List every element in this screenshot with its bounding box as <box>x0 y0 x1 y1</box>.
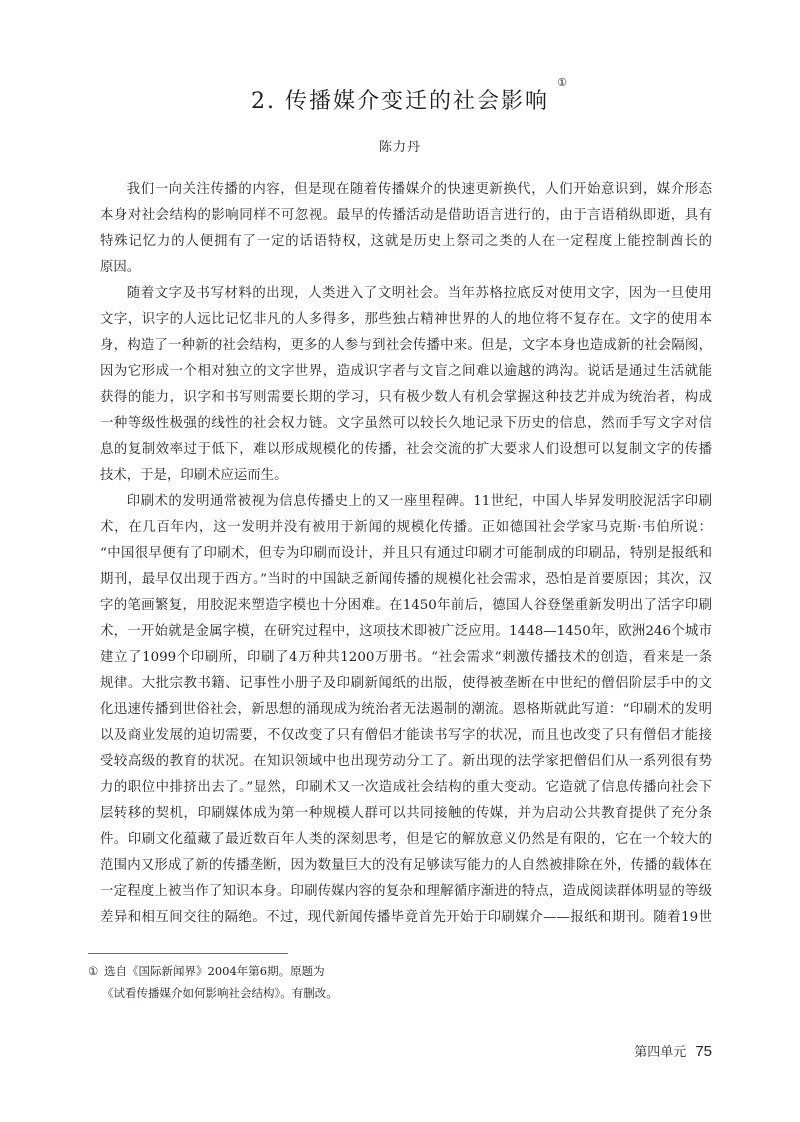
paragraph <box>100 177 712 281</box>
footnote-line <box>88 960 488 982</box>
title-block <box>0 76 800 118</box>
text-line: 文字，识字的人远比记忆非凡的人多得多，那些独占精神世界的人的地位将不复存在。文字的使用本 <box>100 312 712 327</box>
footnote <box>88 960 488 1004</box>
text-line: 术，在几百年内，这一发明并没有被用于新闻的规模化传播。正如德国社会学家马克斯·韦伯所说： <box>100 520 712 535</box>
text-line: 随着文字及书写材料的出现，人类进入了文明社会。当年苏格拉底反对使用文字，因为一旦使用 <box>126 286 712 301</box>
text-line: 一定程度上被当作了知识本身。印刷传媒内容的复杂和理解循序渐进的特点，造成阅读群体明显的等级 <box>100 884 712 899</box>
text-line: 我们一向关注传播的内容，但是现在随着传播媒介的快速更新换代，人们开始意识到，媒介形态 <box>126 182 712 197</box>
page-number: 75 <box>695 1043 712 1060</box>
text-line: 件。印刷文化蕴藏了最近数百年人类的深刻思考，但是它的解放意义仍然是有限的，它在一个较大的 <box>100 832 712 847</box>
text-line: 术，一开始就是金属字模，在研究过程中，这项技术即被广泛应用。1448—1450年，欧洲246个城市 <box>100 624 712 639</box>
text-line: 获得的能力，识字和书写则需要长期的学习，只有极少数人有机会掌握这种技艺并成为统治者，构成 <box>100 390 712 405</box>
text-line: 差异和相互间交往的隔绝。不过，现代新闻传播毕竟首先开始于印刷媒介——报纸和期刊。随着19世 <box>100 910 712 925</box>
author-name: 陈力丹 <box>378 140 421 155</box>
text-line: 因为它形成一个相对独立的文字世界，造成识字者与文盲之间难以逾越的鸿沟。说话是通过生活就能 <box>100 364 712 379</box>
article-body <box>100 177 712 931</box>
text-line: 力的职位中排挤出去了。”显然，印刷术又一次造成社会结构的重大变动。它造就了信息传播向社会下 <box>100 780 712 795</box>
footnote-line: 《试看传播媒介如何影响社会结构》。有删改。 <box>102 986 338 1000</box>
text-line: 特殊记忆力的人便拥有了一定的话语特权，这就是历史上祭司之类的人在一定程度上能控制酋长的 <box>100 234 712 249</box>
text-line: 一种等级性极强的线性的社会权力链。文字虽然可以较长久地记录下历史的信息，然而手写文字对信 <box>100 416 712 431</box>
paragraph <box>100 489 712 931</box>
text-line: 受较高级的教育的状况。在知识领域中也出现劳动分工了。新出现的法学家把僧侣们从一系列很有势 <box>100 754 712 769</box>
unit-label: 第四单元 <box>634 1044 687 1059</box>
text-line: 层转移的契机，印刷媒体成为第一种规模人群可以共同接触的传媒，并为启动公共教育提供了充分条 <box>100 806 712 821</box>
text-line: 规律。大批宗教书籍、记事性小册子及印刷新闻纸的出版，使得被垄断在中世纪的僧侣阶层手中的文 <box>100 676 712 691</box>
text-line: 范围内又形成了新的传播垄断，因为数量巨大的没有足够读写能力的人自然被排除在外，传播的载体在 <box>100 858 712 873</box>
text-line: 化迅速传播到世俗社会，新思想的涌现成为统治者无法遏制的潮流。恩格斯就此写道：“印刷术的发明 <box>100 702 712 717</box>
text-line: 建立了1099个印刷所，印刷了4万种共1200万册书。“社会需求”刺激传播技术的创造，看来是一条 <box>100 650 712 665</box>
page-footer <box>634 1041 712 1063</box>
text-line: 技术，于是，印刷术应运而生。 <box>100 468 288 483</box>
footnote-text: 选自《国际新闻界》2004年第6期。原题为 <box>104 964 325 978</box>
footnote-divider <box>88 953 288 954</box>
paragraph <box>100 281 712 489</box>
text-line: 本身对社会结构的影响同样不可忽视。最早的传播活动是借助语言进行的，由于言语稍纵即逝，具有 <box>100 208 712 223</box>
text-line: “中国很早便有了印刷术，但专为印刷而设计，并且只有通过印刷才可能制成的印刷品，特别是报纸和 <box>100 546 712 561</box>
text-line: 息的复制效率过于低下，难以形成规模化的传播，社会交流的扩大要求人们设想可以复制文字的传播 <box>100 442 712 457</box>
text-line: 身，构造了一种新的社会结构，更多的人参与到社会传播中来。但是，文字本身也造成新的社会隔阂， <box>100 338 712 353</box>
text-line: 以及商业发展的迫切需要，不仅改变了只有僧侣才能读书写字的状况，而且也改变了只有僧侣才能接 <box>100 728 712 743</box>
footnote-reference-mark[interactable]: ① <box>557 76 567 89</box>
footnote-mark: ① <box>88 964 99 978</box>
article-title <box>251 76 567 118</box>
text-line: 印刷术的发明通常被视为信息传播史上的又一座里程碑。11世纪，中国人毕昇发明胶泥活字印刷 <box>126 494 712 509</box>
text-line: 原因。 <box>100 260 141 275</box>
text-line: 期刊，最早仅出现于西方。”当时的中国缺乏新闻传播的规模化社会需求，恐怕是首要原因；其次，汉 <box>100 572 712 587</box>
text-line: 字的笔画繁复，用胶泥来塑造字模也十分困难。在1450年前后，德国人谷登堡重新发明出了活字印刷 <box>100 598 712 613</box>
article-title-text: 2. 传播媒介变迁的社会影响 <box>251 89 549 114</box>
